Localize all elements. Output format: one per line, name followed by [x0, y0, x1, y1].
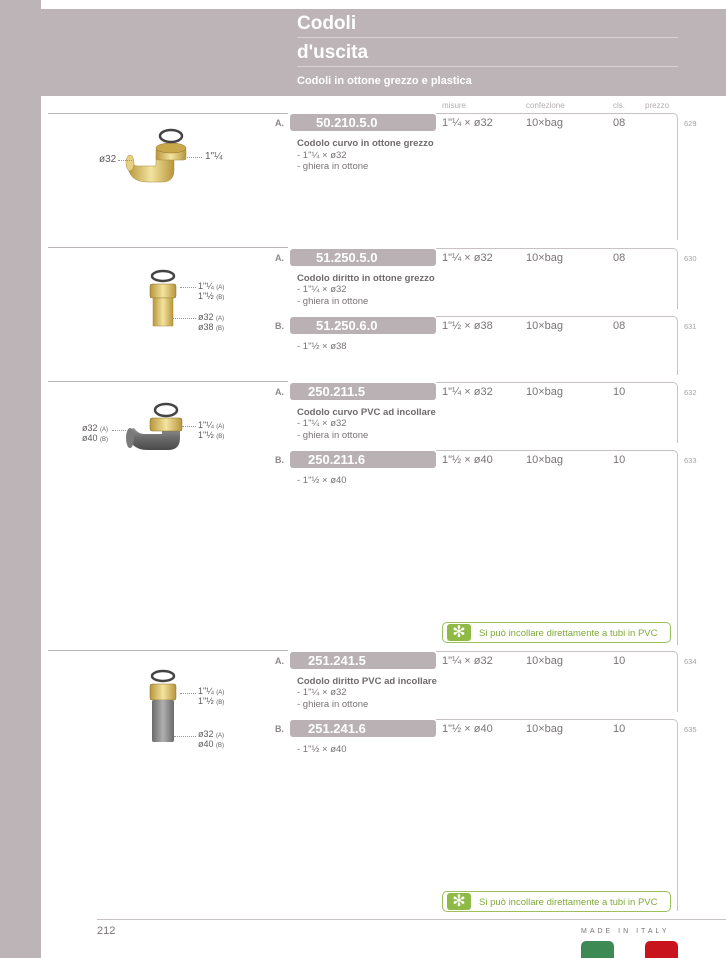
cls-value: 10: [613, 454, 626, 466]
row-frame: [436, 719, 678, 911]
leader-line: [182, 426, 196, 427]
thread-label-b: 1"½ (B): [198, 291, 225, 301]
ref-number: 630: [684, 254, 697, 263]
product-spec: - 1"½ × ø40: [297, 744, 347, 755]
ref-number: 632: [684, 388, 697, 397]
product-spec: - ghiera in ottone: [297, 161, 369, 172]
product-code: 250.211.5: [290, 383, 436, 400]
cls-value: 10: [613, 386, 626, 398]
curved-pvc-tailpiece-image: [122, 400, 202, 455]
leader-line: [112, 430, 126, 431]
misure-value: 1"½ × ø38: [442, 320, 493, 332]
confezione-value: 10×bag: [526, 454, 564, 466]
product-description-title: Codolo diritto in ottone grezzo: [297, 273, 435, 284]
row-letter: B.: [275, 455, 284, 465]
product-spec: - ghiera in ottone: [297, 430, 369, 441]
leader-line: [180, 287, 196, 288]
product-code: 51.250.6.0: [290, 317, 436, 334]
confezione-value: 10×bag: [526, 655, 564, 667]
confezione-value: 10×bag: [526, 320, 564, 332]
product-code: 251.241.5: [290, 652, 436, 669]
diameter-label-b: ø40 (B): [82, 433, 109, 443]
made-in-italy-label: MADE IN ITALY: [581, 928, 670, 935]
product-description-title: Codolo curvo in ottone grezzo: [297, 138, 434, 149]
product-spec: - ghiera in ottone: [297, 296, 369, 307]
column-header-confezione: confezione: [526, 101, 565, 110]
diameter-label-b: ø40 (B): [198, 739, 225, 749]
product-code: 50.210.5.0: [290, 114, 436, 131]
ref-number: 629: [684, 119, 697, 128]
title-divider: [297, 37, 678, 38]
curved-brass-tailpiece-image: [118, 126, 198, 186]
pvc-glue-note: [442, 622, 671, 643]
thread-label-b: 1"½ (B): [198, 430, 225, 440]
section-divider: [48, 650, 288, 651]
page-title-line2: d'uscita: [297, 42, 369, 63]
leader-line: [118, 160, 132, 161]
product-spec: - 1"¼ × ø32: [297, 150, 347, 161]
thread-label-a: 1"¼ (A): [198, 420, 225, 430]
row-frame: [436, 113, 678, 240]
product-spec: - 1"¼ × ø32: [297, 284, 347, 295]
ref-number: 633: [684, 456, 697, 465]
pvc-glue-note: [442, 891, 671, 912]
product-code: 250.211.6: [290, 451, 436, 468]
row-letter: B.: [275, 724, 284, 734]
product-code: 51.250.5.0: [290, 249, 436, 266]
column-header-prezzo: prezzo: [645, 101, 670, 110]
asterisk-icon: ✻: [447, 893, 471, 910]
misure-value: 1"½ × ø40: [442, 723, 493, 735]
leader-line: [180, 693, 196, 694]
product-spec: - ghiera in ottone: [297, 699, 369, 710]
product-spec: - 1"½ × ø40: [297, 475, 347, 486]
misure-value: 1"¼ × ø32: [442, 117, 493, 129]
column-header-misure: misure: [442, 101, 467, 110]
thread-label-b: 1"½ (B): [198, 696, 225, 706]
misure-value: 1"¼ × ø32: [442, 655, 493, 667]
left-sidebar: [0, 0, 41, 958]
confezione-value: 10×bag: [526, 386, 564, 398]
diameter-label-a: ø32 (A): [198, 312, 225, 322]
straight-brass-tailpiece-image: [145, 268, 181, 328]
confezione-value: 10×bag: [526, 723, 564, 735]
cls-value: 10: [613, 655, 626, 667]
misure-value: 1"¼ × ø32: [442, 252, 493, 264]
asterisk-icon: ✻: [447, 624, 471, 641]
page-number: 212: [97, 925, 116, 937]
product-description-title: Codolo diritto PVC ad incollare: [297, 676, 437, 687]
leader-line: [182, 157, 202, 158]
row-frame: [436, 450, 678, 645]
cls-value: 08: [613, 252, 626, 264]
section-divider: [48, 381, 288, 382]
confezione-value: 10×bag: [526, 117, 564, 129]
diameter-label-a: ø32 (A): [82, 423, 109, 433]
row-letter: A.: [275, 387, 284, 397]
cls-value: 08: [613, 117, 626, 129]
thread-label: 1"¼: [205, 151, 223, 162]
diameter-label: ø32: [99, 154, 117, 165]
title-divider: [297, 66, 678, 67]
footer-divider: [97, 919, 726, 920]
italian-flag-green: [581, 941, 614, 958]
column-header-cls: cls.: [613, 101, 625, 110]
product-spec: - 1"½ × ø38: [297, 341, 347, 352]
product-spec: - 1"¼ × ø32: [297, 687, 347, 698]
ref-number: 631: [684, 322, 697, 331]
confezione-value: 10×bag: [526, 252, 564, 264]
page-subtitle: Codoli in ottone grezzo e plastica: [297, 75, 472, 87]
product-description-title: Codolo curvo PVC ad incollare: [297, 407, 436, 418]
product-code: 251.241.6: [290, 720, 436, 737]
product-spec: - 1"¼ × ø32: [297, 418, 347, 429]
row-letter: A.: [275, 656, 284, 666]
row-letter: A.: [275, 253, 284, 263]
row-letter: B.: [275, 321, 284, 331]
pvc-glue-note-text: Si può incollare direttamente a tubi in PVC: [479, 897, 658, 908]
misure-value: 1"¼ × ø32: [442, 386, 493, 398]
diameter-label-a: ø32 (A): [198, 729, 225, 739]
cls-value: 08: [613, 320, 626, 332]
section-divider: [48, 113, 288, 114]
italian-flag-red: [645, 941, 678, 958]
ref-number: 635: [684, 725, 697, 734]
thread-label-a: 1"¼ (A): [198, 281, 225, 291]
cls-value: 10: [613, 723, 626, 735]
misure-value: 1"½ × ø40: [442, 454, 493, 466]
straight-pvc-tailpiece-image: [145, 668, 181, 744]
row-letter: A.: [275, 118, 284, 128]
diameter-label-b: ø38 (B): [198, 322, 225, 332]
section-divider: [48, 247, 288, 248]
pvc-glue-note-text: Si può incollare direttamente a tubi in PVC: [479, 628, 658, 639]
page-title-line1: Codoli: [297, 13, 357, 34]
ref-number: 634: [684, 657, 697, 666]
leader-line: [172, 318, 196, 319]
thread-label-a: 1"¼ (A): [198, 686, 225, 696]
leader-line: [174, 736, 196, 737]
